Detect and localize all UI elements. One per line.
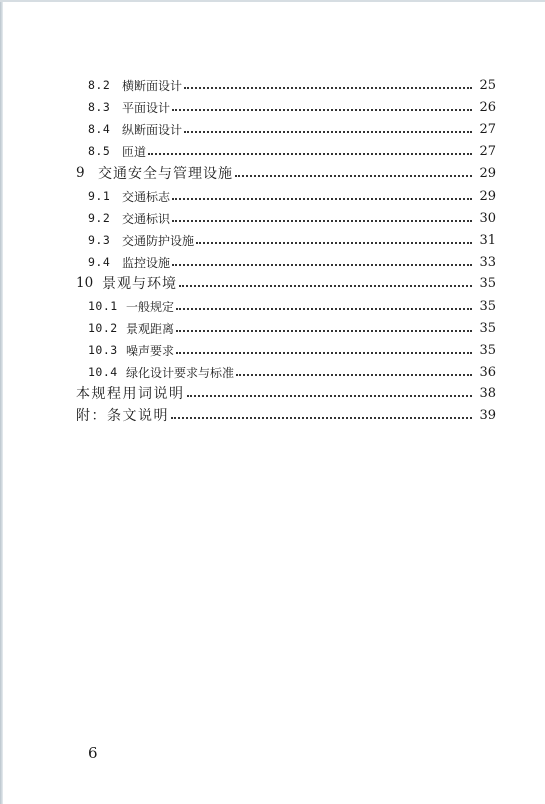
toc-entry-10-3[interactable] [88,340,496,360]
toc-entry-page: 35 [479,320,496,336]
toc-entry-number: 10.1 [88,299,118,313]
toc-entry-8-3[interactable] [88,97,496,117]
toc-entry-8-5[interactable] [88,141,496,161]
toc-entry-page: 27 [479,121,496,137]
toc-entry-title: 交通标志 [122,189,171,204]
toc-entry-title: 噪声要求 [126,343,175,358]
toc-entry-page: 25 [479,77,496,93]
toc-entry-page: 36 [479,364,496,380]
toc-entry-title: 景观距离 [126,321,175,336]
toc-entry-number: 8.2 [88,78,111,92]
toc-entry-page: 39 [479,407,496,423]
toc-entry-title: 一般规定 [126,299,175,314]
toc-entry-9-3[interactable] [88,230,496,250]
toc-entry-appendix[interactable] [76,405,496,425]
page-number: 6 [88,744,98,762]
dot-leader [176,307,472,310]
toc-entry-title: 绿化设计要求与标准 [126,365,235,380]
dot-leader [176,351,472,354]
toc-entry-title: 监控设施 [122,255,171,270]
toc-entry-title: 交通防护设施 [122,233,195,248]
toc-entry-title: 附：条文说明 [76,408,169,424]
toc-entry-8-2[interactable] [88,75,496,95]
toc-entry-page: 31 [479,232,496,248]
toc-entry-terms-explanation[interactable] [76,383,496,403]
dot-leader [171,416,472,419]
toc-entry-number: 8.5 [88,144,111,158]
toc-entry-8-4[interactable] [88,119,496,139]
toc-entry-number: 10.2 [88,321,118,335]
toc-entry-10-4[interactable] [88,362,496,382]
dot-leader [187,394,473,397]
page-edge [0,0,3,804]
toc-entry-number: 10.3 [88,343,118,357]
toc-entry-9-4[interactable] [88,252,496,272]
toc-entry-9-1[interactable] [88,186,496,206]
toc-entry-number: 10.4 [88,365,118,379]
dot-leader [148,152,472,155]
toc-entry-number: 9.2 [88,211,111,225]
dot-leader [184,130,472,133]
toc-entry-title: 平面设计 [122,100,171,115]
toc-chapter-10[interactable] [76,273,496,293]
toc-entry-page: 33 [479,254,496,270]
page-edge-top [0,0,545,2]
toc-entry-number: 9.1 [88,189,111,203]
toc-chapter-number: 10 [76,275,94,291]
toc-entry-title: 本规程用词说明 [76,386,185,402]
dot-leader [179,284,472,287]
toc-chapter-title: 交通安全与管理设施 [98,166,233,182]
toc-entry-number: 9.4 [88,255,111,269]
toc-entry-page: 35 [479,342,496,358]
toc-entry-number: 9.3 [88,233,111,247]
dot-leader [184,86,472,89]
dot-leader [172,108,472,111]
toc-entry-page: 30 [479,210,496,226]
toc-entry-page: 35 [479,298,496,314]
toc-entry-title: 交通标识 [122,211,171,226]
dot-leader [235,174,472,177]
dot-leader [236,373,472,376]
dot-leader [196,241,472,244]
toc-entry-page: 35 [479,275,496,291]
toc-entry-title: 纵断面设计 [122,122,183,137]
dot-leader [172,197,472,200]
toc-chapter-title: 景观与环境 [102,276,177,292]
toc-entry-page: 38 [479,385,496,401]
toc-entry-10-2[interactable] [88,318,496,338]
toc-entry-page: 27 [479,143,496,159]
toc-entry-number: 8.3 [88,100,111,114]
toc-chapter-9[interactable] [76,163,496,183]
toc-entry-page: 29 [479,188,496,204]
toc-entry-9-2[interactable] [88,208,496,228]
dot-leader [172,263,472,266]
toc-entry-title: 匝道 [122,144,147,159]
toc-entry-page: 26 [479,99,496,115]
toc-entry-10-1[interactable] [88,296,496,316]
toc-entry-number: 8.4 [88,122,111,136]
toc-entry-title: 横断面设计 [122,78,183,93]
toc-entry-page: 29 [479,165,496,181]
toc-chapter-number: 9 [76,165,85,181]
dot-leader [176,329,472,332]
dot-leader [172,219,472,222]
